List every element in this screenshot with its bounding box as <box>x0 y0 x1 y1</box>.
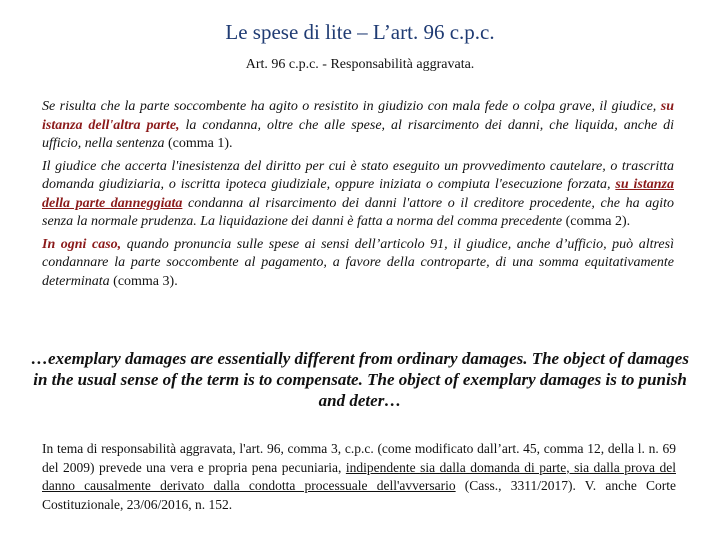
underlined-text: indipendente sia dalla domanda di parte, sia dalla prova del danno causalmente derivato dalla condotta processuale dell'avversario <box>42 459 676 493</box>
article-text <box>42 98 674 295</box>
text-run: In tema di responsabilità aggravata, l'art. 96, comma 3, c.p.c. (come modificato dall’art. 45, comma 12, della l. n. 69 del 2009) prevede una vera e propria pena pecuniaria, <box>42 441 676 475</box>
exemplary-damages-quote: …exemplary damages are essentially different from ordinary damages. The object of damages in the usual sense of the term is to compensate. The object of exemplary damages is to punish and deter… <box>31 349 689 410</box>
text-run: Il giudice che accerta l'inesistenza del diritto per cui è stato eseguito un provvedimento cautelare, o trascritta domanda giudiziaria, o iscritta ipoteca giudiziale, oppure iniziata o compiuta l'esecuzione forzata, <box>42 158 674 192</box>
paragraph-comma-1 <box>42 98 674 154</box>
slide-title: Le spese di lite – L’art. 96 c.p.c. <box>225 20 495 44</box>
text-run: (Cass., 3311/2017). V. anche Corte Costituzionale, 23/06/2016, n. 152. <box>42 478 677 512</box>
paragraph-comma-3 <box>42 236 674 292</box>
comma-reference: (comma 2). <box>565 214 631 229</box>
case-law-note <box>42 440 676 514</box>
text-run: Se risulta che la parte soccombente ha agito o resistito in giudizio con mala fede o colpa grave, il giudice, <box>42 99 661 114</box>
text-run: quando pronuncia sulle spese ai sensi dell’articolo 91, il giudice, anche d’ufficio, può altresì condannare la parte soccombente al pagamento, a favore della controparte, di una somma equitativamente determinata <box>42 236 674 289</box>
comma-reference: (comma 3). <box>113 273 178 289</box>
comma-reference: (comma 1). <box>167 136 233 151</box>
highlight-text: su istanza dell'altra parte, <box>42 99 674 133</box>
article-subtitle: Art. 96 c.p.c. - Responsabilità aggravata. <box>245 57 475 72</box>
paragraph-comma-2 <box>42 158 674 232</box>
text-run: condanna al risarcimento dei danni l'attore o il creditore procedente, che ha agito senza la normale prudenza. La liquidazione dei danni è fatta a norma del comma precedente <box>42 195 674 229</box>
text-run: la condanna, oltre che alle spese, al risarcimento dei danni, che liquida, anche di ufficio, nella sentenza <box>42 117 675 151</box>
highlight-text: In ogni caso, <box>42 236 122 252</box>
highlight-text: su istanza della parte danneggiata <box>42 177 674 211</box>
